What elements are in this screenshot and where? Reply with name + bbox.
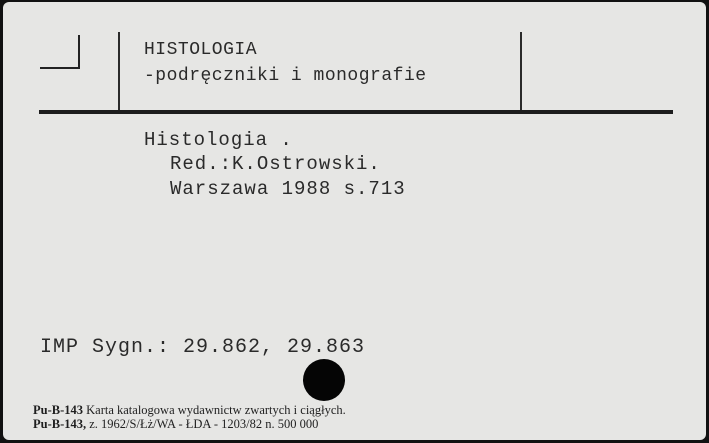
vertical-rule-left bbox=[118, 32, 120, 110]
subject-subheading: -podręczniki i monografie bbox=[144, 66, 427, 86]
entry-title: Histologia . bbox=[144, 129, 293, 151]
corner-mark bbox=[40, 35, 80, 69]
subject-heading: HISTOLOGIA bbox=[144, 40, 258, 60]
footer-code-2: Pu-B-143, bbox=[33, 417, 87, 431]
footer-line-2 bbox=[33, 417, 318, 431]
catalog-card bbox=[3, 2, 706, 440]
footer-line-1 bbox=[33, 403, 346, 417]
shelfmark: IMP Sygn.: 29.862, 29.863 bbox=[40, 336, 366, 359]
punch-hole bbox=[303, 359, 345, 401]
entry-editor: Red.:K.Ostrowski. bbox=[170, 153, 381, 175]
vertical-rule-right bbox=[520, 32, 522, 112]
footer-text-1: Karta katalogowa wydawnictw zwartych i ciągłych. bbox=[86, 403, 346, 417]
footer-text-2: z. 1962/S/Łż/WA - ŁDA - 1203/82 n. 500 000 bbox=[89, 417, 319, 431]
entry-imprint: Warszawa 1988 s.713 bbox=[170, 178, 406, 200]
footer-code-1: Pu-B-143 bbox=[33, 403, 83, 417]
horizontal-rule bbox=[39, 110, 673, 114]
